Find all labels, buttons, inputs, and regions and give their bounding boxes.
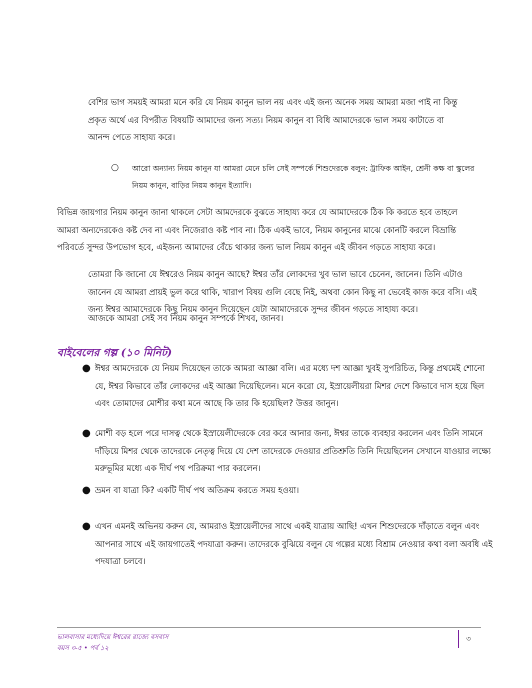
bullet-icon: ● [82, 521, 91, 532]
bullet-icon: ● [82, 363, 91, 374]
list-item-text: ভ্রমন বা যাত্রা কি? একটি দীর্ঘ পথ অতিক্রম করতে সময় হওয়া। [95, 485, 300, 495]
footer-series-title: ভালবাসার মধ্যেদিয়ে ঈশ্বরের রাজ্যে বসবাস [57, 633, 169, 641]
page-number: ৩ [466, 634, 471, 643]
list-item [82, 425, 493, 478]
sub-bullet-text: আরো অন্যান্য নিয়ম কানুন যা আমরা মেনে চলি সেই সম্পর্কে শিশুদেরকে বলুন: ট্রাফিক আইন, শ্রেনী কক্ষ বা স্কুলের নিয়ম কানুন, বাড়ির নিয়ম কানুন ইত্যাদি। [132, 164, 475, 190]
footer-separator [458, 630, 459, 648]
list-item-text: ঈশ্বর আমদেরকে যে নিয়ম দিয়েছেন তাকে আমরা আজ্ঞা বলি। এর মধ্যে দশ আজ্ঞা খুবই সুপরিচিত, কিন্তু প্রথমেই শোনো যে, ঈশ্বর কিভাবে তাঁর লোকদের এই আজ্ঞা দিয়েছিলেন। মনে করো যে, ইস্রায়েলীয়রা মিশর দেশে কিভাবে দাস হয়ে ছিল এবং তোমাদের মোশীর কথা মনে আছে কি তার কি হয়েছিল? উত্তর জানুন। [95, 363, 485, 408]
today-paragraph: আজকে আমরা সেই সব নিয়ম কানুন সম্পর্কে শিখব, জানব। [88, 313, 284, 323]
footer-title [57, 632, 168, 654]
circle-bullet-icon: ○ [111, 163, 119, 173]
list-item-text: এখন এমনই অভিনয় করুন যে, আমরাও ইস্রায়েলীদের সাথে একই যাত্রায় আছি! এখন শিশুদেরকে দাঁড়াতে বলুন এবং আপনার সাথে এই জায়গাতেই পদযাত্রা করুন। তাদেরকে বুঝিয়ে বলুন যে গল্পের মধ্যে বিশ্রাম নেওয়ার কথা বলা অবধি এই পদযাত্রা চলবে। [95, 521, 493, 566]
section-heading: বাইবেলের গল্প (১০ মিনিট) [57, 347, 172, 359]
god-rules-paragraph: তোমরা কি জানো যে ঈশ্বরেও নিয়ম কানুন আছে? ঈশ্বর তাঁর লোকদের খুব ভাল ভাবে চেনেন, জানেন। তিনি এটাও জানেন যে আমরা প্রায়ই ভুল করে থাকি, খারাপ বিষয় গুলি বেছে নিই, অথবা কোন কিছু না ভেবেই কাজ করে বসি। এই জন্য ঈশ্বর আমাদেরকে কিছু নিয়ম কানুন দিয়েছেন যেটা আমাদেরকে সুন্দর জীবন গড়তে সাহায্য করে। [88, 269, 477, 314]
bullet-icon: ● [82, 428, 91, 439]
list-item-text: মোশী বড় হলে পরে দাসত্ব থেকে ইস্রায়েলীদেরকে বের করে আনার জন্য, ঈশ্বর তাকে ব্যবহার করলেন এবং তিনি সামনে দাঁড়িয়ে মিশর থেকে তাদেরকে নেতৃত্ব দিয়ে যে দেশ তাদেরকে দেওয়ার প্রতিশ্রুতি তিনি দিয়েছিলেন সেখানে যাওয়ার লক্ষ্যে মরুভূমির মধ্যে এক দীর্ঘ পথ পরিক্রমা পার করলেন। [95, 428, 491, 473]
list-item [82, 482, 493, 500]
footer-age-lesson: বয়স ৩-৫ • পর্ব ১২ [57, 644, 109, 652]
list-item [82, 518, 493, 571]
bullet-icon: ● [82, 485, 91, 496]
list-item [82, 360, 493, 413]
sub-bullet-item [111, 160, 492, 194]
intro-paragraph: বেশির ভাগ সময়ই আমরা মনে করি যে নিয়ম কানুন ভাল নয় এবং এই জন্য অনেক সময় আমরা মজা পাই না কিন্তু প্রকৃত অর্থে এর বিপরীত বিষয়টি আমাদের জন্য সত্য। নিয়ম কানুন বা বিধি আমাদেরকে ভাল সময় কাটাতে বা আনন্দ পেতে সাহায্য করে। [88, 97, 458, 142]
rules-paragraph: বিভিন্ন জায়গার নিয়ম কানুন জানা থাকলে সেটা আমদেরকে বুঝতে সাহায্য করে যে আমাদেরকে ঠিক কি করতে হবে তাহলে আমরা অন্যদেরকেও কষ্ট দেব না এবং নিজেরাও কষ্ট পাব না। ঠিক একই ভাবে, নিয়ম কানুনের মাঝে কোনটি করলে বিভ্রান্তি পরিবর্তে সুন্দর উপভোগ হবে, এইজন্য আমাদের বেঁচে থাকার জন্য ভাল নিয়ম কানুন এই জীবন গড়তে সাহায্য করে। [57, 207, 458, 252]
footer-divider [57, 627, 481, 628]
